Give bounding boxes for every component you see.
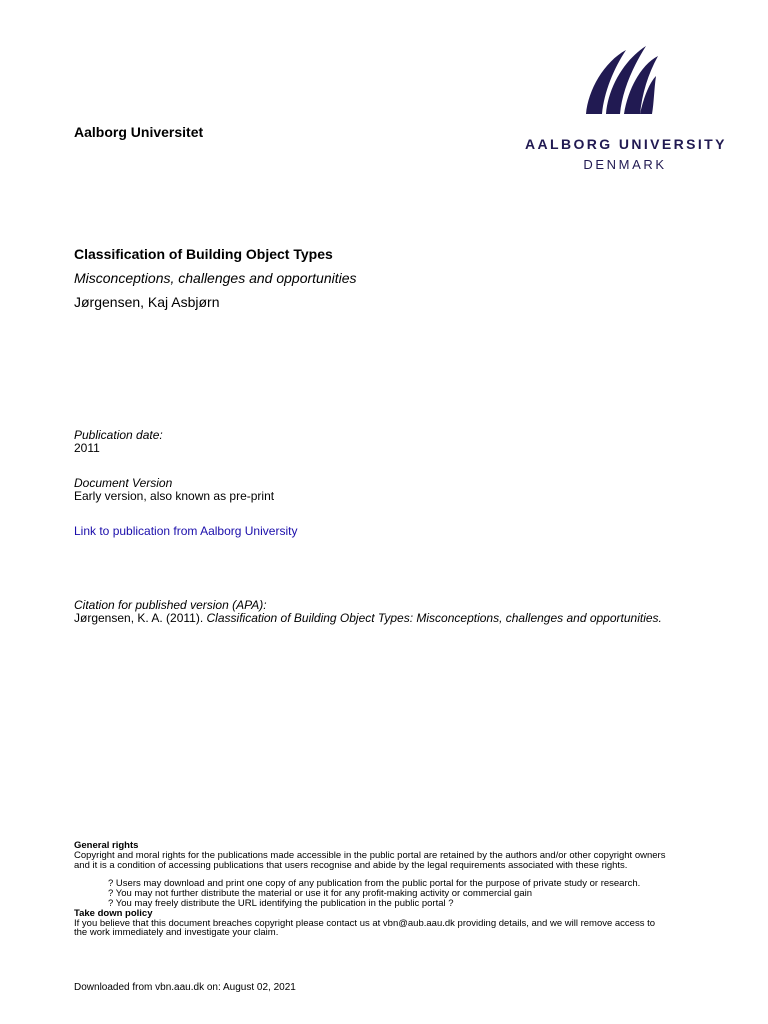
university-logo (522, 40, 728, 178)
publication-authors: Jørgensen, Kaj Asbjørn (74, 294, 220, 310)
rights-bullet: ? You may not further distribute the material or use it for any profit-making activity or commercial gain (108, 888, 532, 900)
download-footer: Downloaded from vbn.aau.dk on: August 02, 2021 (74, 982, 296, 993)
citation-text (74, 611, 662, 625)
institution-name: Aalborg Universitet (74, 124, 204, 140)
citation-label: Citation for published version (APA): (74, 598, 267, 612)
takedown-policy-heading: Take down policy (74, 907, 153, 919)
publication-subtitle: Misconceptions, challenges and opportunities (74, 270, 357, 286)
logo-country-text: DENMARK (583, 157, 667, 172)
citation-title: Classification of Building Object Types: Misconceptions, challenges and opportunities. (206, 611, 662, 625)
aau-wave-logo-icon (522, 40, 728, 130)
rights-section (74, 841, 724, 938)
rights-bullet: ? Users may download and print one copy of any publication from the public portal for the purpose of private study or research. (108, 878, 641, 890)
takedown-policy-text-2: the work immediately and investigate your claim. (74, 927, 279, 939)
logo-name-text: AALBORG UNIVERSITY (525, 136, 727, 152)
general-rights-text-2: and it is a condition of accessing publications that users recognise and abide by the legal requirements associated with these rights. (74, 859, 628, 871)
citation-authors-year: Jørgensen, K. A. (2011). (74, 611, 207, 625)
takedown-policy-text-1: If you believe that this document breaches copyright please contact us at vbn@aub.aau.dk providing details, and we will remove access to (74, 917, 656, 929)
document-version-label: Document Version (74, 476, 173, 490)
general-rights-heading: General rights (74, 840, 139, 851)
rights-bullet: ? You may freely distribute the URL identifying the publication in the public portal ? (108, 897, 454, 909)
document-version-value: Early version, also known as pre-print (74, 489, 275, 503)
publication-date-label: Publication date: (74, 428, 163, 442)
rights-bullet-list (108, 879, 724, 908)
publication-date-value: 2011 (74, 441, 100, 455)
general-rights-text-1: Copyright and moral rights for the publications made accessible in the public portal are retained by the authors and/or other copyright owners (74, 849, 666, 861)
publication-title: Classification of Building Object Types (74, 246, 333, 262)
publication-link[interactable]: Link to publication from Aalborg University (74, 524, 298, 538)
